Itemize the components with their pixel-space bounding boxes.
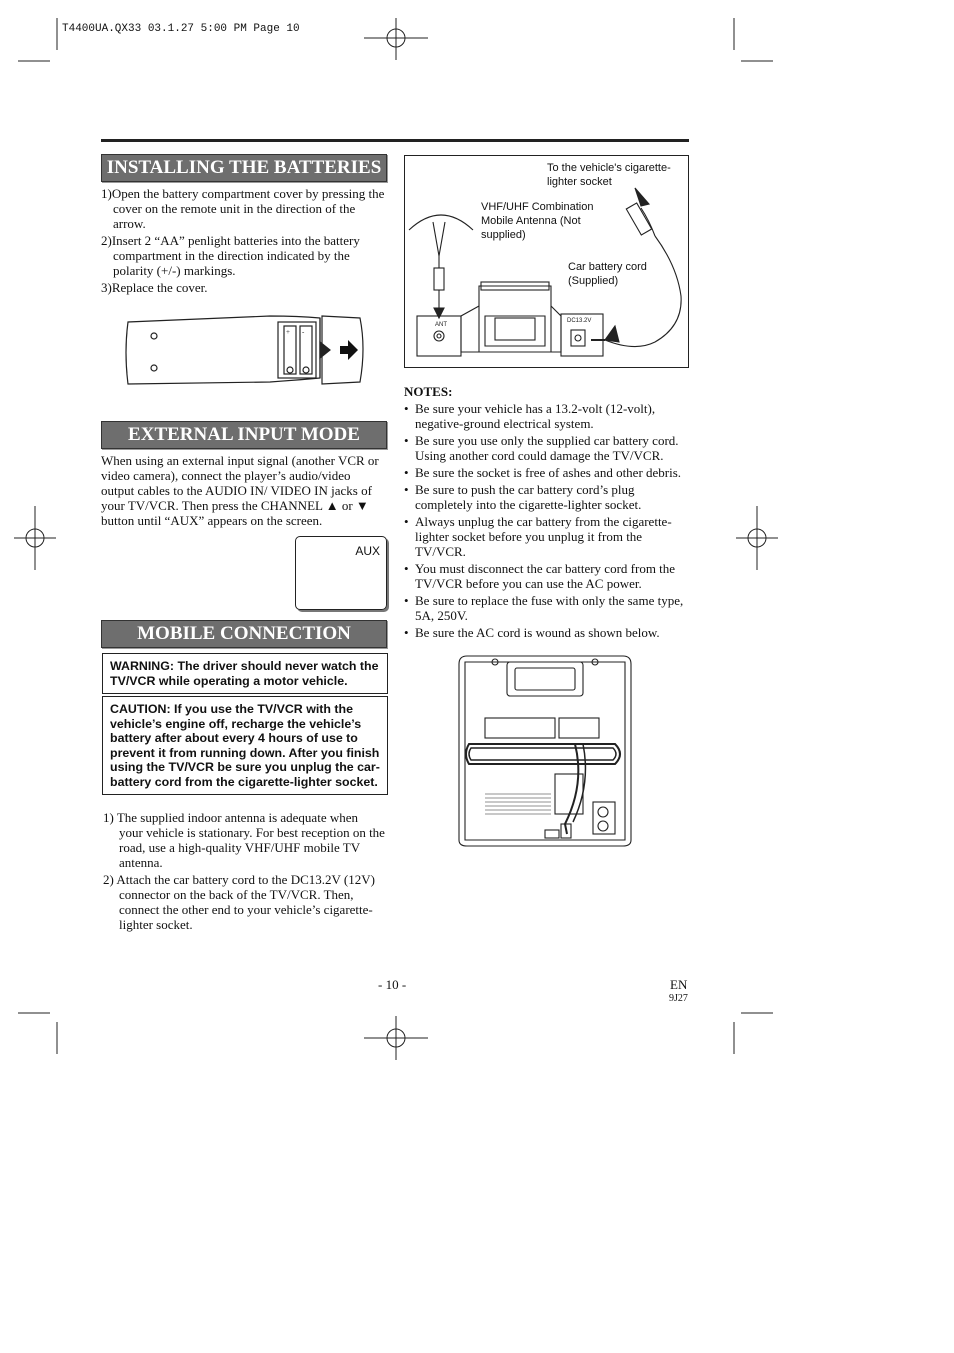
batteries-heading: INSTALLING THE BATTERIES — [101, 154, 387, 182]
aux-screen-illustration — [295, 536, 387, 610]
document-code: 9J27 — [669, 993, 688, 1004]
note-item: • Be sure your vehicle has a 13.2-volt (12-volt), negative-ground electrical system. — [404, 401, 690, 431]
lighter-socket-label: To the vehicle's cigarette-lighter socket — [547, 162, 671, 188]
notes-list — [404, 401, 690, 640]
mobile-steps — [103, 810, 385, 934]
note-item: • Always unplug the car battery from the cigarette-lighter socket before you unplug it from the TV/VCR. — [404, 514, 690, 559]
antenna-label: VHF/UHF Combination Mobile Antenna (Not supplied) — [481, 201, 594, 241]
note-item: • Be sure the AC cord is wound as shown below. — [404, 625, 690, 640]
notes-heading: NOTES: — [404, 384, 453, 399]
warning-box: WARNING: The driver should never watch the TV/VCR while operating a motor vehicle. — [102, 653, 388, 694]
battery-cord-label: Car battery cord (Supplied) — [568, 261, 647, 287]
mobile-connection-heading: MOBILE CONNECTION — [101, 620, 387, 648]
note-item: • Be sure the socket is free of ashes and other debris. — [404, 465, 690, 480]
external-input-paragraph: When using an external input signal (another VCR or video camera), connect the player’s audio/video output cables to the AUDIO IN/ VIDEO IN jacks of your TV/VCR. Then press the CHANNEL ▲ or ▼ button until “AUX” appears on the screen. — [101, 453, 379, 528]
svg-text:-: - — [302, 328, 305, 336]
notes-section — [404, 384, 690, 642]
note-item: • You must disconnect the car battery cord from the TV/VCR before you can use the AC power. — [404, 561, 690, 591]
remote-battery-illustration — [120, 312, 370, 392]
print-header: T4400UA.QX33 03.1.27 5:00 PM Page 10 — [62, 23, 300, 35]
mobile-step: 1) The supplied indoor antenna is adequate when your vehicle is stationary. For best reception on the road, use a high-quality VHF/UHF mobile TV antenna. — [103, 810, 385, 870]
mobile-step: 2) Attach the car battery cord to the DC13.2V (12V) connector on the back of the TV/VCR. Then, connect the other end to your vehicle’s cigarette-lighter socket. — [103, 872, 375, 932]
connection-drawing — [405, 156, 688, 367]
external-input-heading: EXTERNAL INPUT MODE — [101, 421, 387, 449]
note-item: • Be sure you use only the supplied car battery cord. Using another cord could damage the TV/VCR. — [404, 433, 690, 463]
caution-box: CAUTION: If you use the TV/VCR with the vehicle’s engine off, recharge the vehicle’s battery after about every 4 hours of use to prevent it from running down. After you finish using the TV/VCR be sure you unplug the car-battery cord from the cigarette-lighter socket. — [102, 696, 388, 795]
battery-step: 3)Replace the cover. — [101, 280, 208, 295]
dc-jack-label: DC13.2V — [567, 318, 592, 324]
language-code: EN — [670, 977, 688, 992]
top-rule — [101, 139, 689, 142]
tv-back-ac-cord-illustration — [455, 654, 635, 850]
note-item: • Be sure to replace the fuse with only the same type, 5A, 250V. — [404, 593, 690, 623]
note-item: • Be sure to push the car battery cord’s plug completely into the cigarette-lighter socket. — [404, 482, 690, 512]
ant-jack-label: ANT — [435, 322, 447, 328]
page-number: - 10 - — [378, 977, 407, 992]
batteries-steps — [101, 186, 385, 297]
mobile-connection-diagram — [404, 155, 689, 368]
svg-text:+: + — [286, 328, 290, 336]
aux-screen-text: AUX — [355, 544, 380, 558]
battery-step: 2)Insert 2 “AA” penlight batteries into the battery compartment in the direction indicated by the polarity (+/-) markings. — [101, 233, 360, 278]
battery-step: 1)Open the battery compartment cover by pressing the cover on the remote unit in the direction of the arrow. — [101, 186, 385, 231]
